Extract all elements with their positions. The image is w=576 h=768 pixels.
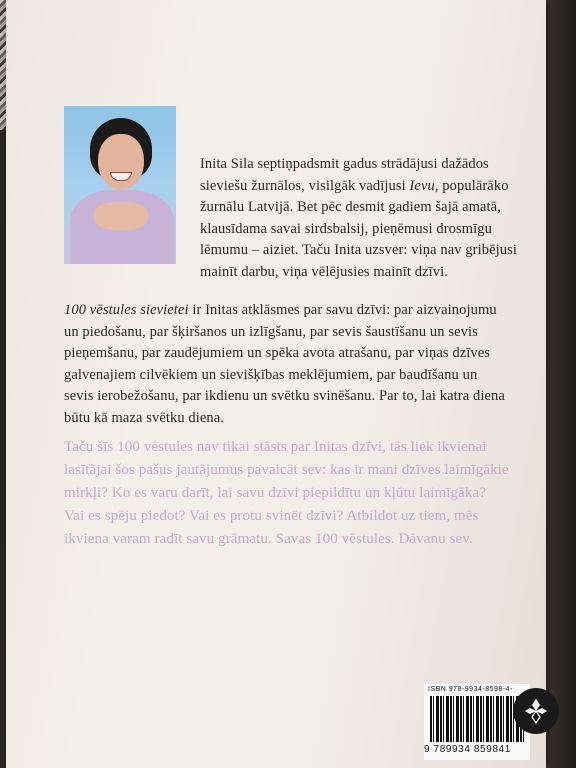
pink-line: ikviena varam radīt savu grāmatu. Savas 100 vēstules. Dāvanu sev. — [64, 531, 473, 547]
barcode-digits: 9 789934 859841 — [424, 744, 511, 755]
photo-face — [98, 134, 144, 190]
para-line: sevis ierobežošanu, par ikdienu un svētku svinēšanu. Par to, lai katra diena — [64, 388, 505, 404]
bio-line: Inita Sila septiņpadsmit gadus strādājusi dažādos — [200, 156, 489, 172]
bio-line: žurnālu Latvijā. Bet pēc desmit gadiem šajā amatā, — [200, 199, 501, 215]
isbn-text: ISBN 978-9934-8598-4- — [428, 686, 513, 693]
barcode-bars — [430, 696, 524, 742]
book-spine-edge — [546, 0, 576, 768]
para-line: un piedošanu, par šķiršanos un izlīgšanu, par sevis šaustīšanu un sevis — [64, 323, 478, 340]
diamond-logo-icon — [521, 696, 551, 726]
para-line: pieņemšanu, par zaudējumiem un spēka avota atrašanu, par viņas dzīves — [64, 345, 491, 361]
para-line: galvenajiem cilvēkiem un sievišķības meklējumiem, par baudīšanu un — [64, 366, 478, 383]
bio-line: mainīt darbu, viņa vēlējusies mainīt dzīvi. — [200, 263, 448, 280]
author-bio — [200, 154, 516, 283]
bio-line: lēmumu – aiziet. Taču Inita uzsver: viņa nav gribējusi — [200, 242, 517, 258]
pink-line: Taču šīs 100 vēstules nav tikai stāsts par Initas dzīvi, tās liek ikvienai — [64, 439, 487, 455]
description-paragraph — [64, 300, 516, 429]
photo-hands — [94, 202, 148, 230]
pink-line: Vai es spēju piedot? Vai es protu svinēt dzīvi? Atbildot uz tiem, mēs — [64, 508, 479, 524]
para-line: 100 vēstules sievietei ir Initas atklāsmes par savu dzīvi: par aizvainojumu — [64, 302, 497, 318]
pink-line: lasītājai šos pašus jautājumus pavaicāt sev: kas ir mani dzīves laimīgākie — [64, 462, 509, 478]
bio-line: klausīdama savai sirdsbalsij, pieņēmusi drosmīgu — [200, 220, 492, 237]
pink-quote — [64, 436, 516, 551]
pink-line: mirkļi? Ko es varu darīt, lai savu dzīvi piepildītu un kļūtu laimīgāka? — [64, 485, 487, 501]
author-photo — [64, 106, 176, 264]
isbn-barcode — [424, 684, 530, 760]
para-line: būtu kā maza svētku diena. — [64, 409, 225, 426]
logo-badge-icon — [513, 688, 559, 734]
bio-line: sieviešu žurnālos, visilgāk vadījusi Ievu, populārāko — [200, 177, 509, 194]
